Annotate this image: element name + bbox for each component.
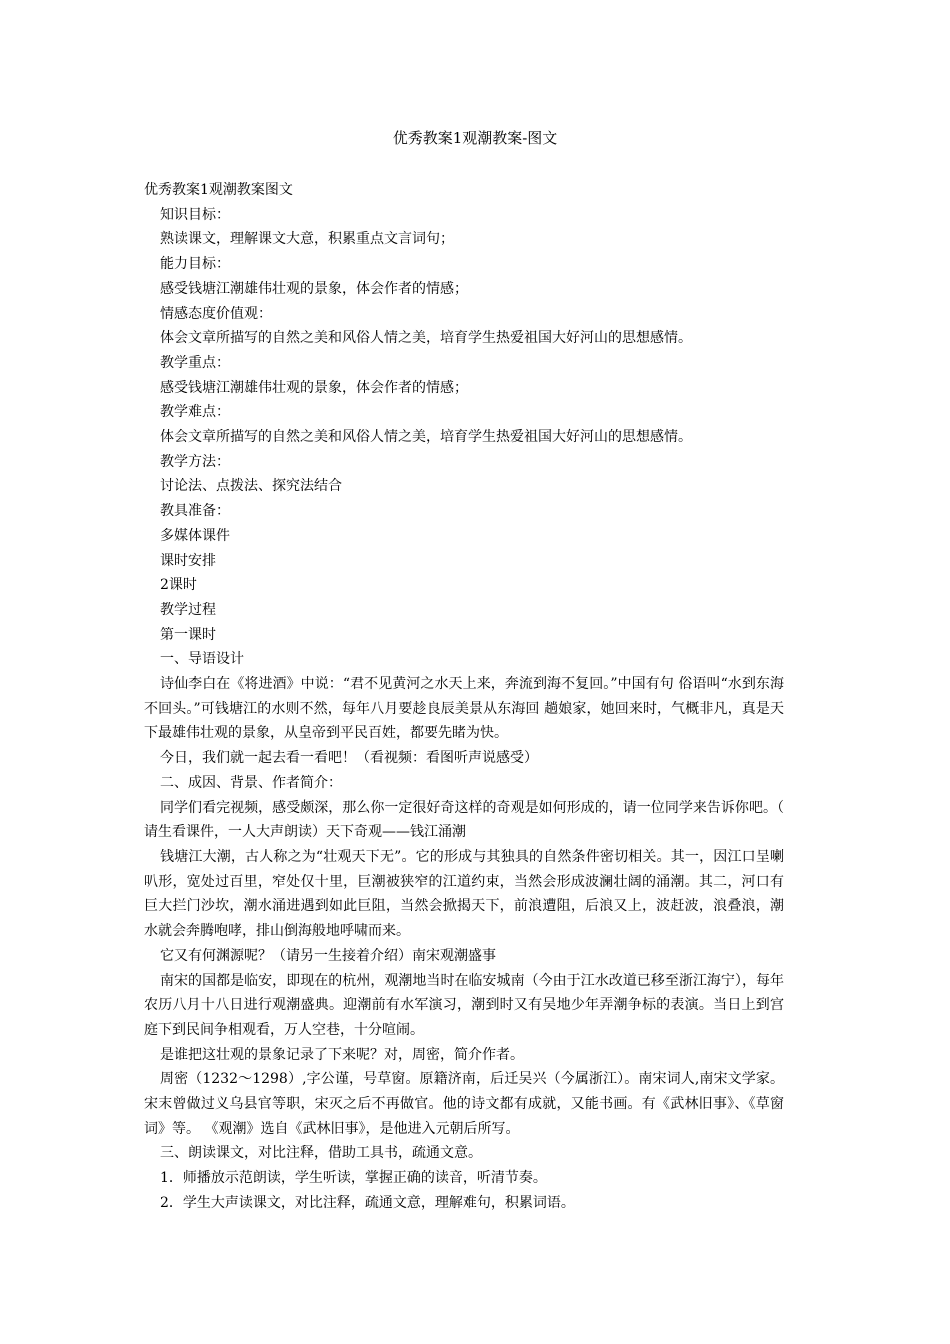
document-subtitle: 优秀教案1观潮教案图文 <box>144 182 293 198</box>
text-line: 2课时 <box>160 577 197 594</box>
paragraph: 三、朗读课文，对比注释，借助工具书，疏通文意。 <box>160 1145 482 1162</box>
text-line: 教学难点： <box>160 404 230 421</box>
text-line: 体会文章所描写的自然之美和风俗人情之美，培育学生热爱祖国大好河山的思想感情。 <box>160 330 692 347</box>
text-line: 第一课时 <box>160 626 216 643</box>
paragraph: 2．学生大声读课文，对比注释，疏通文意，理解难句，积累词语。 <box>160 1194 575 1211</box>
text-line: 教学过程 <box>160 601 216 618</box>
text-line: 能力目标： <box>160 256 230 273</box>
paragraph: 今日，我们就一起去看一看吧！（看视频：看图听声说感受） <box>160 750 538 767</box>
text-line: 感受钱塘江潮雄伟壮观的景象，体会作者的情感； <box>160 280 468 297</box>
text-line: 多媒体课件 <box>160 527 230 544</box>
text-line: 体会文章所描写的自然之美和风俗人情之美，培育学生热爱祖国大好河山的思想感情。 <box>160 429 692 446</box>
text-line: 教学方法： <box>160 453 230 470</box>
paragraph: 它又有何渊源呢？（请另一生接着介绍）南宋观潮盛事 <box>160 947 496 964</box>
paragraph: 钱塘江大潮，古人称之为“壮观天下无”。它的形成与其独具的自然条件密切相关。其一，因江口呈喇叭形，宽处过百里，窄处仅十里，巨潮被狭窄的江道约束，当然会形成波澜壮阔的涌潮。其二，河口有巨大拦门沙坎，潮水涌进遇到如此巨阻，当然会掀揭天下，前浪遭阻，后浪又上，波赶波，浪叠浪，潮水就会奔腾咆哮，排山倒海般地呼啸而来。 <box>144 848 784 940</box>
text-line: 一、导语设计 <box>160 651 244 668</box>
paragraph: 1．师播放示范朗读，学生听读，掌握正确的读音，听清节奏。 <box>160 1170 547 1187</box>
document-title: 优秀教案1观潮教案-图文 <box>392 129 558 147</box>
paragraph: 是谁把这壮观的景象记录了下来呢？对，周密，简介作者。 <box>160 1046 524 1063</box>
paragraph: 诗仙李白在《将进酒》中说：“君不见黄河之水天上来，奔流到海不复回。”中国有句 俗语叫“水到东海不回头。”可钱塘江的水则不然，每年八月要趁良辰美景从东海回 趟娘家，她回来时，气概非凡，真是天下最雄伟壮观的景象，从皇帝到平民百姓，都要先睹为快。 <box>144 676 784 742</box>
text-line: 感受钱塘江潮雄伟壮观的景象，体会作者的情感； <box>160 379 468 396</box>
paragraph: 南宋的国都是临安，即现在的杭州，观潮地当时在临安城南（今由于江水改道已移至浙江海宁），每年农历八月十八日进行观潮盛典。迎潮前有水军演习，潮到时又有吴地少年弄潮争标的表演。当日上到宫庭下到民间争相观看，万人空巷，十分喧闹。 <box>144 972 784 1038</box>
text-line: 熟读课文，理解课文大意，积累重点文言词句； <box>160 231 454 248</box>
text-line: 知识目标： <box>160 206 230 223</box>
paragraph: 二、成因、背景、作者简介： <box>160 774 342 791</box>
paragraph: 周密（1232～1298）,字公谨，号草窗。原籍济南，后迁吴兴（今属浙江）。南宋词人,南宋文学家。宋末曾做过义乌县官等职，宋灭之后不再做官。他的诗文都有成就，又能书画。有《武林旧事》、《草窗词》等。 《观潮》选自《武林旧事》，是他进入元朝后所写。 <box>144 1071 784 1137</box>
text-line: 教具准备： <box>160 503 230 520</box>
text-line: 讨论法、点拨法、探究法结合 <box>160 478 342 495</box>
text-line: 教学重点： <box>160 354 230 371</box>
document-body <box>144 178 784 1216</box>
text-line: 课时安排 <box>160 552 216 569</box>
text-line: 情感态度价值观： <box>160 305 272 322</box>
paragraph: 同学们看完视频，感受颇深，那么你一定很好奇这样的奇观是如何形成的，请一位同学来告诉你吧。（请生看课件，一人大声朗读）天下奇观——钱江涌潮 <box>144 799 784 841</box>
